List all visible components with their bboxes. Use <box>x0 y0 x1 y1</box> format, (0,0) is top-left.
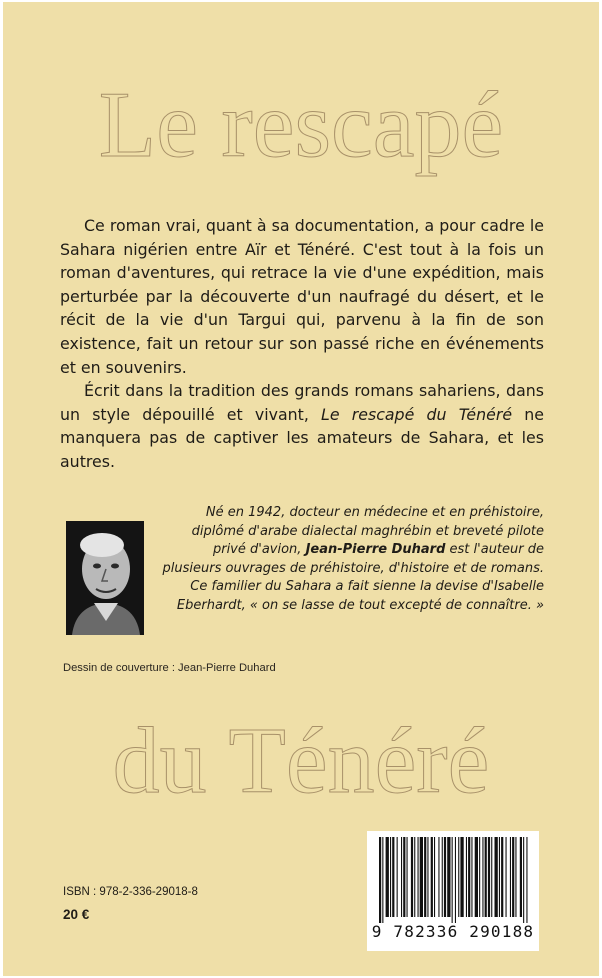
price: 20 € <box>63 907 90 922</box>
isbn-number: ISBN : 978-2-336-29018-8 <box>63 886 198 898</box>
barcode-digits: 9 782336 290188 <box>371 922 535 941</box>
title-line-1: Le rescapé <box>98 73 504 177</box>
author-bio-end: est l'auteur de plusieurs ouvrages de préhistoire, d'histoire et de romans. Ce familier du Sahara a fait sienne la devise d'Isabelle Eberhardt, « on se lasse de tout excepté de connaître. » <box>162 542 544 613</box>
barcode <box>367 831 539 951</box>
blurb-text <box>60 214 544 474</box>
blurb-paragraph-2-end: ne manquera pas de captiver les amateurs de Sahara, et les autres. <box>60 404 544 471</box>
author-name: Jean-Pierre Duhard <box>305 542 446 558</box>
author-bio-start: Né en 1942, docteur en médecine et en préhistoire, diplômé d'arabe dialectal maghrébin et breveté pilote privé d'avion, <box>191 505 544 558</box>
title-line-2: du Ténéré <box>112 709 490 813</box>
blurb-paragraph-1: Ce roman vrai, quant à sa documentation, a pour cadre le Sahara nigérien entre Aïr et Ténéré. C'est tout à la fois un roman d'aventures, qui retrace la vie d'une expédition, mais perturbée par la découverte d'un naufragé du désert, et le récit de la vie d'un Targui qui, parvenu à la fin de son existence, fait un retour sur son passé riche en événements et en souvenirs. <box>60 216 544 377</box>
blurb-paragraph-2 <box>60 379 544 473</box>
blurb-paragraph-2-start: Écrit dans la tradition des grands romans sahariens, dans un style dépouillé et vivant, <box>60 381 544 424</box>
author-bio <box>155 504 544 616</box>
barcode-bars-icon <box>375 837 531 925</box>
author-photo <box>66 521 144 635</box>
cover-art-credit: Dessin de couverture : Jean-Pierre Duhard <box>63 662 276 674</box>
book-back-cover <box>3 2 599 976</box>
book-title-italic: Le rescapé du Ténéré <box>321 404 513 424</box>
